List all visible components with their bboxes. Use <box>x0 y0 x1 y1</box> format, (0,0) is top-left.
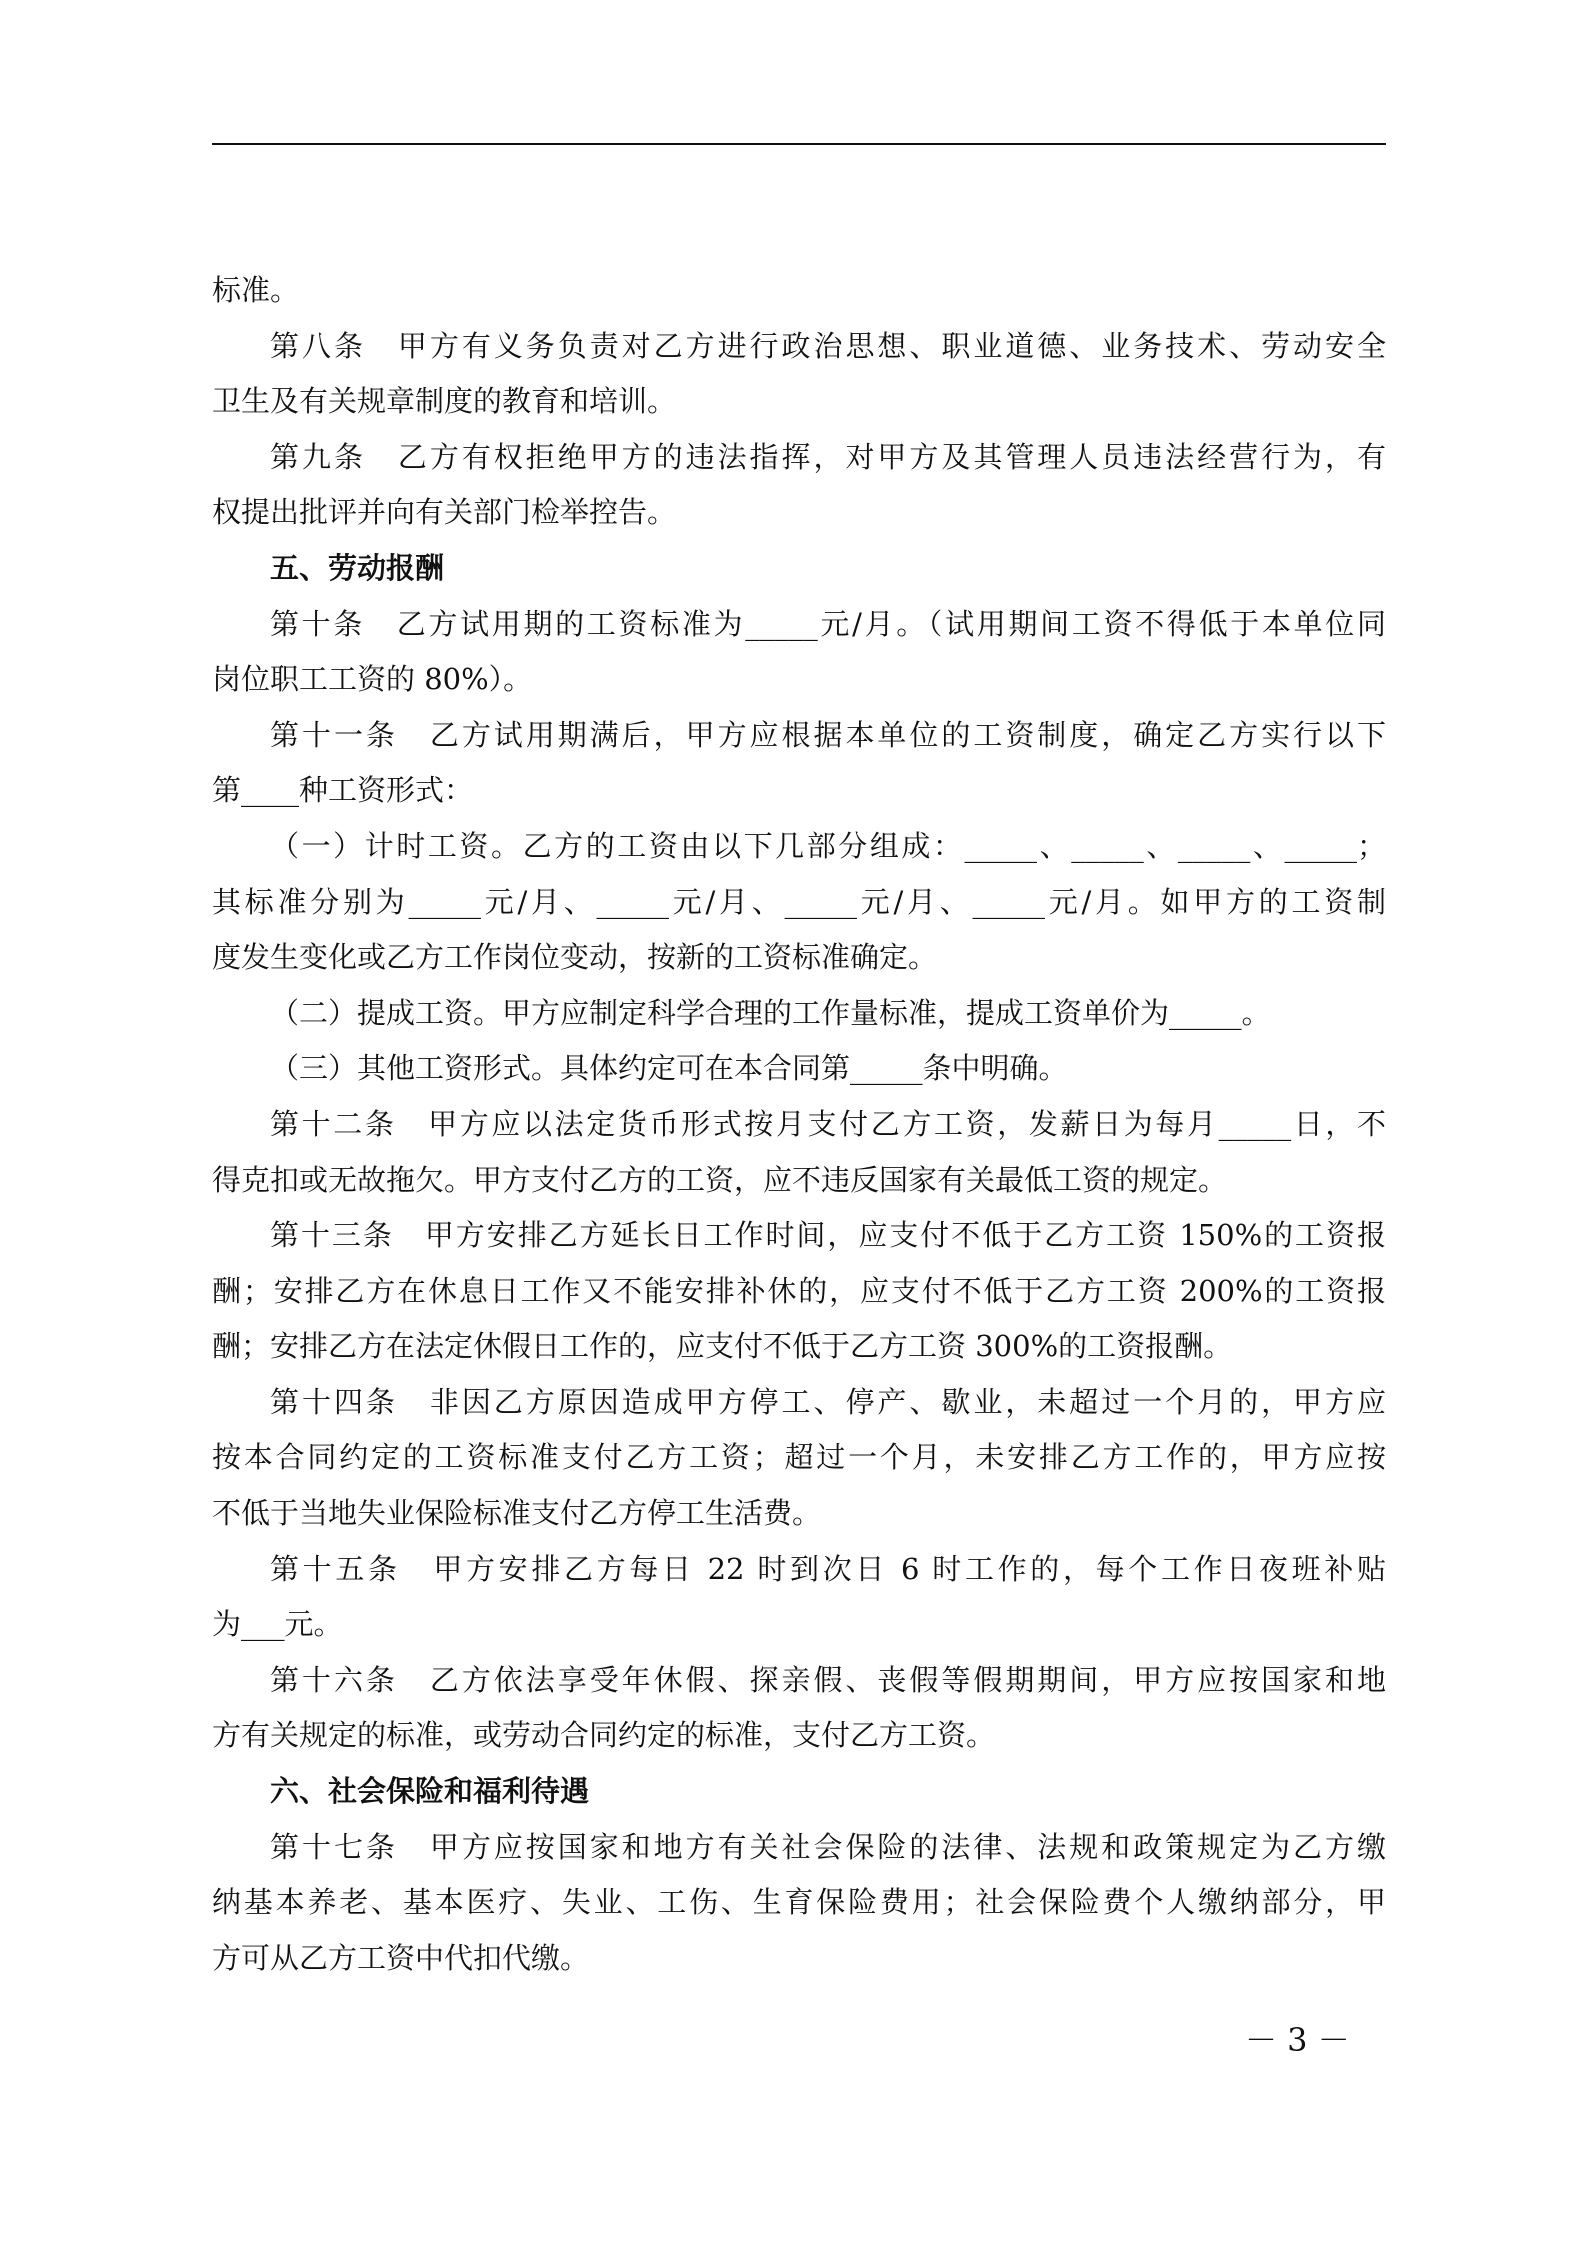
text-line: 第十五条 甲方安排乙方每日 22 时到次日 6 时工作的，每个工作日夜班补贴 <box>270 1551 1386 1586</box>
text-line: 卫生及有关规章制度的教育和培训。 <box>212 384 677 419</box>
text-line: 方可从乙方工资中代扣代缴。 <box>212 1940 590 1975</box>
text-line: 第十四条 非因乙方原因造成甲方停工、停产、歇业，未超过一个月的，甲方应 <box>270 1384 1386 1419</box>
text-line: （一）计时工资。乙方的工资由以下几部分组成：_____、_____、_____、_____； <box>270 828 1386 863</box>
text-line: （二）提成工资。甲方应制定科学合理的工作量标准，提成工资单价为_____。 <box>270 995 1271 1030</box>
text-line: 方有关规定的标准，或劳动合同约定的标准，支付乙方工资。 <box>212 1718 996 1753</box>
header-rule <box>212 143 1386 145</box>
text-line: （三）其他工资形式。具体约定可在本合同第_____条中明确。 <box>270 1051 1068 1086</box>
text-line: 纳基本养老、基本医疗、失业、工伤、生育保险费用；社会保险费个人缴纳部分，甲 <box>212 1885 1386 1920</box>
text-line: 度发生变化或乙方工作岗位变动，按新的工资标准确定。 <box>212 940 938 975</box>
text-line: 权提出批评并向有关部门检举控告。 <box>212 495 677 530</box>
page-number: － 3 － <box>1245 2021 1350 2059</box>
text-line: 为___元。 <box>212 1607 343 1642</box>
text-line: 第十一条 乙方试用期满后，甲方应根据本单位的工资制度，确定乙方实行以下 <box>270 717 1386 752</box>
section-heading: 五、劳动报酬 <box>270 550 445 585</box>
text-line: 得克扣或无故拖欠。甲方支付乙方的工资，应不违反国家有关最低工资的规定。 <box>212 1162 1228 1197</box>
section-heading: 六、社会保险和福利待遇 <box>270 1774 590 1809</box>
text-line: 酬；安排乙方在法定休假日工作的，应支付不低于乙方工资 300%的工资报酬。 <box>212 1329 1233 1364</box>
text-line: 第十条 乙方试用期的工资标准为_____元/月。（试用期间工资不得低于本单位同 <box>270 606 1386 641</box>
text-line: 其标准分别为_____元/月、_____元/月、_____元/月、_____元/月。如甲方的工资制 <box>212 884 1386 919</box>
text-line: 第十六条 乙方依法享受年休假、探亲假、丧假等假期期间，甲方应按国家和地 <box>270 1662 1386 1697</box>
text-line: 第十三条 甲方安排乙方延长日工作时间，应支付不低于乙方工资 150%的工资报 <box>270 1218 1386 1253</box>
text-line: 岗位职工工资的 80%）。 <box>212 662 533 697</box>
text-line: 第八条 甲方有义务负责对乙方进行政治思想、职业道德、业务技术、劳动安全 <box>270 328 1386 363</box>
text-line: 标准。 <box>212 273 300 307</box>
text-line: 酬；安排乙方在休息日工作又不能安排补休的，应支付不低于乙方工资 200%的工资报 <box>212 1273 1386 1308</box>
text-line: 第九条 乙方有权拒绝甲方的违法指挥，对甲方及其管理人员违法经营行为，有 <box>270 439 1386 474</box>
text-line: 按本合同约定的工资标准支付乙方工资；超过一个月，未安排乙方工作的，甲方应按 <box>212 1440 1386 1475</box>
document-body <box>212 263 1386 1986</box>
text-line: 第____种工资形式： <box>212 773 474 808</box>
text-line: 不低于当地失业保险标准支付乙方停工生活费。 <box>212 1496 822 1531</box>
text-line: 第十二条 甲方应以法定货币形式按月支付乙方工资，发薪日为每月_____日，不 <box>270 1106 1386 1141</box>
text-line: 第十七条 甲方应按国家和地方有关社会保险的法律、法规和政策规定为乙方缴 <box>270 1829 1386 1864</box>
